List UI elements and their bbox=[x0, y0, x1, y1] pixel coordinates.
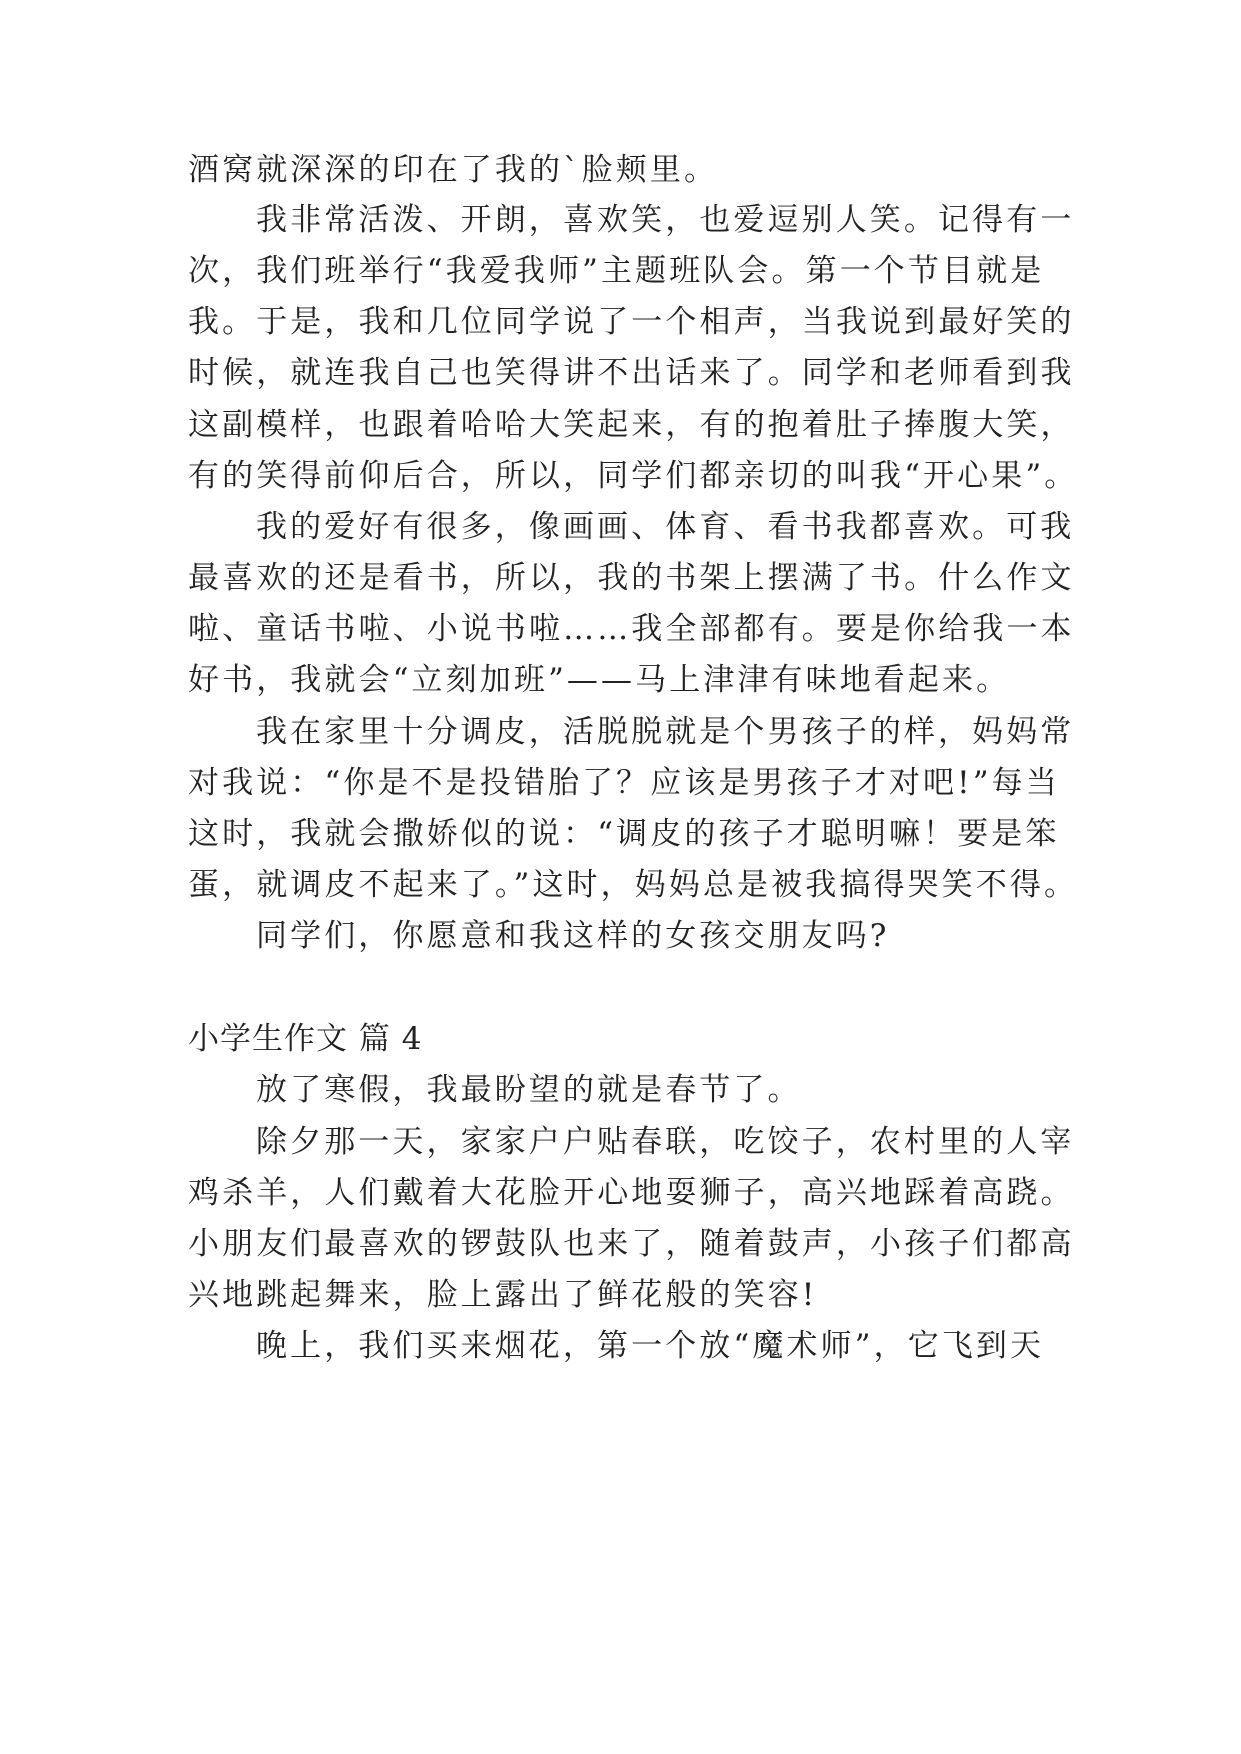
paragraph-start-line: 除夕那一天，家家户户贴春联，吃饺子，农村里的人宰 bbox=[256, 1124, 1075, 1160]
text-line: 有的笑得前仰后合，所以，同学们都亲切的叫我“开心果”。 bbox=[188, 458, 1079, 494]
section-heading: 小学生作文 篇 4 bbox=[188, 1021, 423, 1057]
paragraph-start-line: 放了寒假，我最盼望的就是春节了。 bbox=[256, 1072, 802, 1108]
text-line: 这副模样，也跟着哈哈大笑起来，有的抱着肚子捧腹大笑， bbox=[188, 407, 1075, 443]
paragraph-start-line: 我的爱好有很多，像画画、体育、看书我都喜欢。可我 bbox=[256, 509, 1075, 545]
text-line: 时候，就连我自己也笑得讲不出话来了。同学和老师看到我 bbox=[188, 355, 1075, 391]
text-line-1: 酒窝就深深的印在了我的`脸颊里。 bbox=[188, 152, 719, 188]
paragraph-start-line: 我非常活泼、开朗，喜欢笑，也爱逗别人笑。记得有一 bbox=[256, 202, 1075, 238]
text-line: 次，我们班举行“我爱我师”主题班队会。第一个节目就是 bbox=[188, 253, 1045, 289]
text-line: 好书，我就会“立刻加班”——马上津津有味地看起来。 bbox=[188, 662, 1011, 698]
paragraph-start-line: 晚上，我们买来烟花，第一个放“魔术师”，它飞到天 bbox=[256, 1328, 1045, 1364]
text-line: 对我说：“你是不是投错胎了？应该是男孩子才对吧!”每当 bbox=[188, 765, 1060, 801]
text-line: 这时，我就会撒娇似的说：“调皮的孩子才聪明嘛！要是笨 bbox=[188, 816, 1060, 852]
text-line: 我。于是，我和几位同学说了一个相声，当我说到最好笑的 bbox=[188, 304, 1075, 340]
paragraph-start-line: 同学们，你愿意和我这样的女孩交朋友吗? bbox=[256, 918, 890, 954]
text-line: 小朋友们最喜欢的锣鼓队也来了，随着鼓声，小孩子们都高 bbox=[188, 1226, 1075, 1262]
text-line: 鸡杀羊，人们戴着大花脸开心地耍狮子，高兴地踩着高跷。 bbox=[188, 1175, 1075, 1211]
text-line: 蛋，就调皮不起来了。”这时，妈妈总是被我搞得哭笑不得。 bbox=[188, 867, 1079, 903]
paragraph-start-line: 我在家里十分调皮，活脱脱就是个男孩子的样，妈妈常 bbox=[256, 714, 1075, 750]
text-line: 啦、童话书啦、小说书啦……我全部都有。要是你给我一本 bbox=[188, 611, 1075, 647]
text-line: 最喜欢的还是看书，所以，我的书架上摆满了书。什么作文 bbox=[188, 560, 1075, 596]
text-line: 兴地跳起舞来，脸上露出了鲜花般的笑容! bbox=[188, 1277, 818, 1313]
